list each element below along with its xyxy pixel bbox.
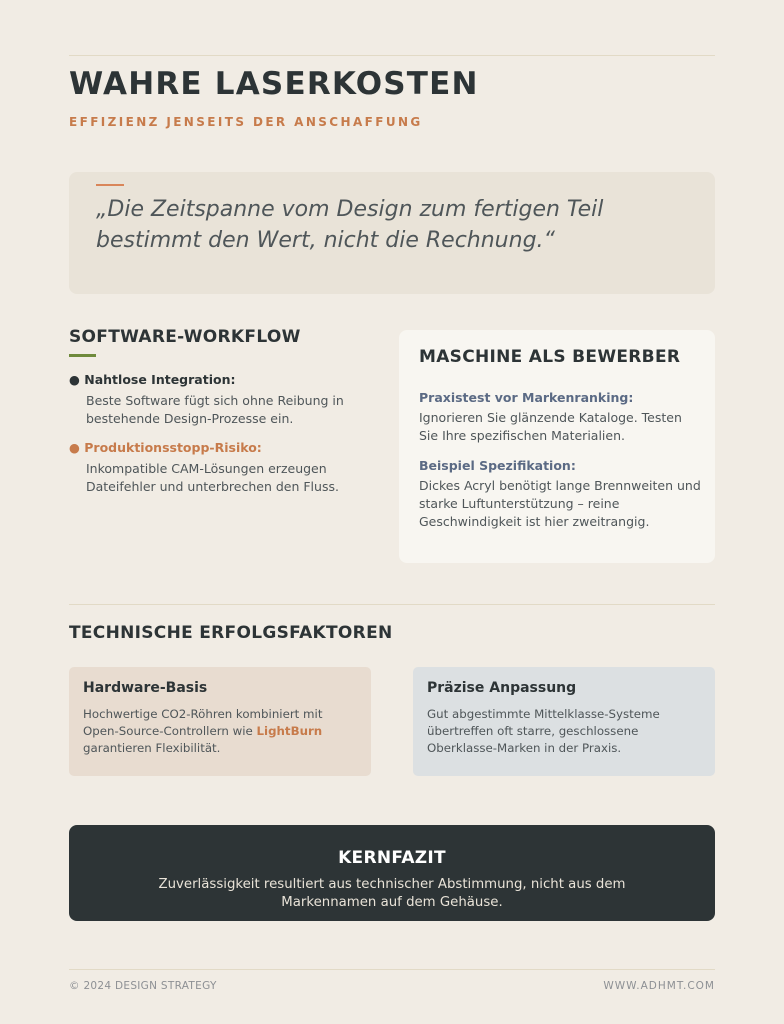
page-subtitle: EFFIZIENZ JENSEITS DER ANSCHAFFUNG — [69, 115, 423, 129]
factor-body-adjustment: Gut abgestimmte Mittelklasse-Systeme übertreffen oft starre, geschlossene Oberklasse-Marken in der Praxis. — [427, 707, 660, 755]
middle-divider — [69, 604, 715, 605]
factor-body-hardware-text: Hochwertige CO2-Röhren kombiniert mit Open-Source-Controllern wie — [83, 707, 323, 738]
bullet-title-production-risk: ● Produktionsstopp-Risiko: — [69, 440, 262, 455]
bullet-title-integration: ● Nahtlose Integration: — [69, 372, 236, 387]
factor-card-adjustment — [413, 667, 715, 776]
bullet-body-integration: Beste Software fügt sich ohne Reibung in bestehende Design-Prozesse ein. — [86, 393, 344, 426]
factor-body-hardware — [83, 706, 358, 757]
factor-title-hardware: Hardware-Basis — [83, 680, 208, 696]
quote-box — [69, 172, 715, 294]
machine-card — [399, 330, 715, 563]
machine-body-practice-test: Ignorieren Sie glänzende Kataloge. Testen Sie Ihre spezifischen Materialien. — [419, 410, 682, 443]
summary-title: KERNFAZIT — [338, 848, 446, 868]
technical-factors-heading: TECHNISCHE ERFOLGSFAKTOREN — [69, 623, 393, 643]
software-heading-underline — [69, 354, 96, 357]
machine-subheading-practice-test: Praxistest vor Markenranking: — [419, 390, 634, 405]
factor-card-hardware — [69, 667, 371, 776]
top-divider — [69, 55, 715, 56]
factor-body-hardware-text-end: garantieren Flexibilität. — [83, 741, 221, 755]
summary-body: Zuverlässigkeit resultiert aus technischer Abstimmung, nicht aus dem Markennamen auf dem Gehäuse. — [158, 877, 626, 910]
page-title: WAHRE LASERKOSTEN — [69, 66, 479, 102]
lightburn-highlight: LightBurn — [256, 724, 323, 738]
machine-body-example: Dickes Acryl benötigt lange Brennweiten und starke Luftunterstützung – reine Geschwindigkeit ist hier zweitrangig. — [419, 478, 701, 529]
footer-copyright: © 2024 DESIGN STRATEGY — [69, 980, 217, 992]
factor-title-adjustment: Präzise Anpassung — [427, 680, 577, 696]
summary-box — [69, 825, 715, 921]
footer-divider — [69, 969, 715, 970]
bullet-body-production-risk: Inkompatible CAM-Lösungen erzeugen Dateifehler und unterbrechen den Fluss. — [86, 461, 339, 494]
machine-heading: MASCHINE ALS BEWERBER — [419, 347, 681, 367]
footer-website-link[interactable]: WWW.ADHMT.COM — [603, 980, 715, 992]
software-workflow-heading: SOFTWARE-WORKFLOW — [69, 327, 301, 347]
quote-text: „Die Zeitspanne vom Design zum fertigen Teil bestimmt den Wert, nicht die Rechnung.“ — [96, 197, 604, 253]
machine-subheading-example: Beispiel Spezifikation: — [419, 458, 576, 473]
quote-accent-line — [96, 184, 124, 186]
